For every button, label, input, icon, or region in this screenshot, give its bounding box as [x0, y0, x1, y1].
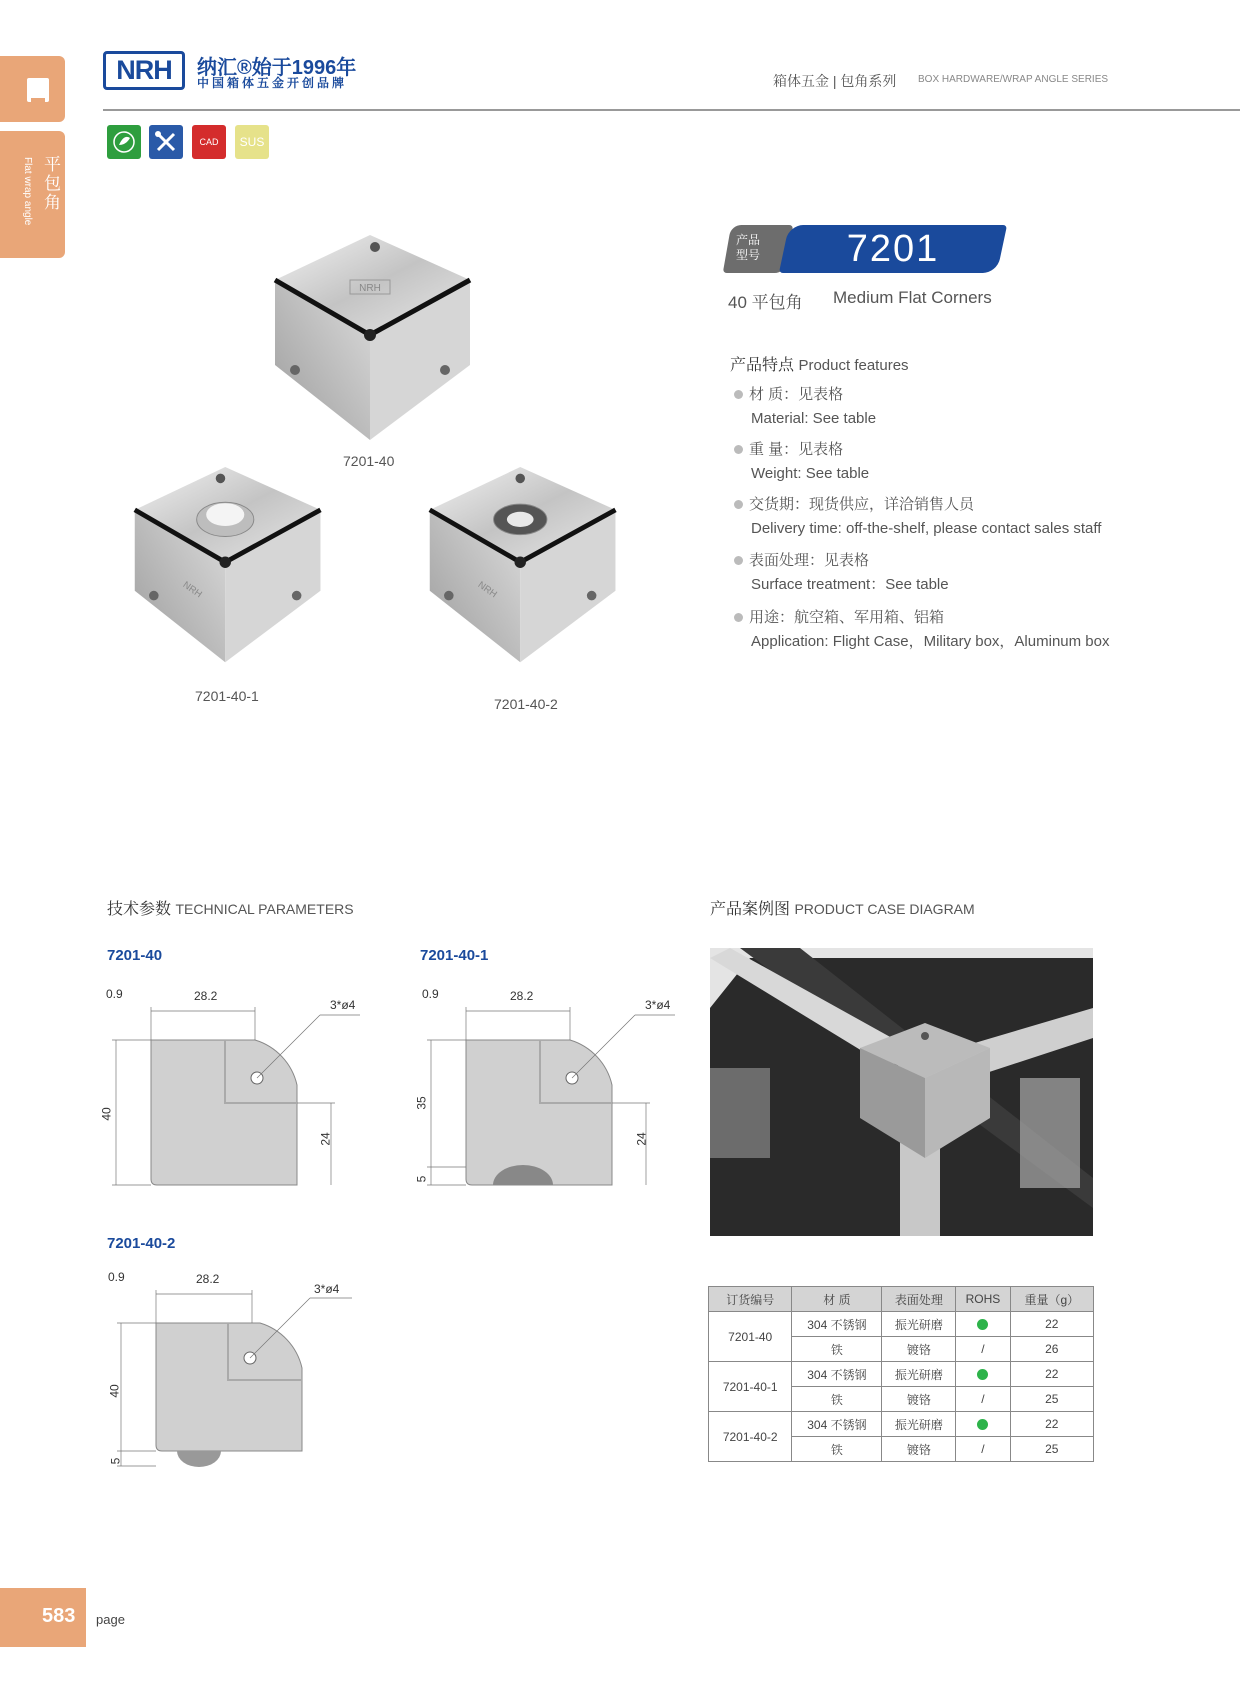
rohs-compliant-icon	[977, 1369, 988, 1380]
feature-item	[734, 493, 1101, 541]
page-number: 583	[42, 1605, 76, 1627]
bullet-icon	[734, 500, 743, 509]
surface: 镀铬	[882, 1337, 956, 1362]
dim-hole: 3*ø4	[314, 1282, 340, 1296]
material: 铁	[792, 1437, 882, 1462]
dim-thickness: 0.9	[108, 1270, 125, 1284]
surface: 振光研磨	[882, 1312, 956, 1337]
weight: 26	[1010, 1337, 1093, 1362]
eco-leaf-icon	[107, 125, 141, 159]
brand-subtitle: 中国箱体五金开创品牌	[197, 76, 348, 90]
table-row	[709, 1312, 1094, 1337]
feature-cn: 交货期：现货供应，详洽销售人员	[749, 496, 975, 513]
brand-slogan: 纳汇®始于1996年	[197, 57, 357, 79]
table-header: 重量（g）	[1010, 1287, 1093, 1312]
side-tab-flat-wrap-angle[interactable]	[0, 131, 65, 258]
bullet-icon	[734, 445, 743, 454]
features-title-en: Product features	[798, 357, 909, 374]
product-label: 7201-40	[343, 453, 395, 469]
bullet-icon	[734, 613, 743, 622]
product-image-7201-40-1	[130, 462, 330, 672]
diagram-title: 7201-40-1	[420, 947, 489, 964]
dim-side: 24	[318, 1132, 333, 1146]
product-label: 7201-40-2	[494, 696, 558, 712]
surface: 振光研磨	[882, 1362, 956, 1387]
weight: 22	[1010, 1412, 1093, 1437]
diagram-7201-40-2	[100, 1268, 370, 1468]
feature-en: Delivery time: off-the-shelf, please contact sales staff	[751, 520, 1102, 537]
dim-base: 5	[108, 1457, 123, 1465]
side-tab-label-cn: 平包角	[41, 155, 60, 212]
table-header: 订货编号	[709, 1287, 792, 1312]
product-image-7201-40	[270, 235, 480, 445]
feature-cn: 表面处理：见表格	[749, 552, 870, 569]
diagram-7201-40-1	[410, 985, 690, 1190]
order-code: 7201-40-1	[709, 1362, 792, 1412]
weight: 25	[1010, 1387, 1093, 1412]
header-category-en: BOX HARDWARE/WRAP ANGLE SERIES	[918, 74, 1109, 85]
case-diagram-title-cn: 产品案例图	[710, 901, 791, 918]
case-photo	[710, 948, 1093, 1236]
tech-params-title-en: TECHNICAL PARAMETERS	[175, 901, 354, 917]
features-title	[730, 352, 909, 375]
rohs-cell	[956, 1312, 1010, 1337]
tech-params-title	[107, 896, 354, 919]
table-header: 表面处理	[882, 1287, 956, 1312]
dim-hole: 3*ø4	[645, 998, 671, 1012]
product-label: 7201-40-1	[195, 688, 259, 704]
dim-width: 28.2	[194, 989, 218, 1003]
document-icon	[27, 78, 49, 102]
table-header: 材 质	[792, 1287, 882, 1312]
dim-height: 40	[99, 1107, 114, 1121]
cad-icon	[192, 125, 226, 159]
product-stamp: NRH	[359, 283, 381, 294]
features-title-cn: 产品特点	[730, 357, 795, 374]
rohs-compliant-icon	[977, 1319, 988, 1330]
weight: 22	[1010, 1312, 1093, 1337]
rohs-cell	[956, 1412, 1010, 1437]
header-category-cn: 箱体五金 | 包角系列	[773, 73, 897, 89]
dim-base: 5	[414, 1175, 429, 1183]
diagram-title: 7201-40-2	[107, 1235, 176, 1252]
bullet-icon	[734, 556, 743, 565]
product-stamp: NRH	[180, 579, 204, 601]
material: 304 不锈钢	[792, 1312, 882, 1337]
feature-cn: 材 质：见表格	[749, 386, 844, 403]
rohs-cell: /	[956, 1437, 1010, 1462]
feature-en: Surface treatment：See table	[751, 576, 949, 593]
model-badge-label: 产品型号	[736, 233, 761, 262]
header-divider	[103, 109, 1240, 111]
material: 304 不锈钢	[792, 1412, 882, 1437]
weight: 22	[1010, 1362, 1093, 1387]
rohs-compliant-icon	[977, 1419, 988, 1430]
product-image-7201-40-2	[425, 462, 625, 672]
rohs-cell	[956, 1362, 1010, 1387]
dim-thickness: 0.9	[106, 987, 123, 1001]
material: 304 不锈钢	[792, 1362, 882, 1387]
product-stamp: NRH	[475, 579, 499, 601]
dim-height: 40	[107, 1384, 122, 1398]
model-name-cn: 40 平包角	[728, 293, 803, 312]
diagram-title: 7201-40	[107, 947, 163, 964]
feature-cn: 用途：航空箱、军用箱、铝箱	[749, 609, 945, 626]
table-header: ROHS	[956, 1287, 1010, 1312]
feature-en: Weight: See table	[751, 465, 870, 482]
case-diagram-title	[710, 896, 975, 919]
dim-thickness: 0.9	[422, 987, 439, 1001]
sus-icon	[235, 125, 269, 159]
diagram-7201-40	[95, 985, 375, 1190]
order-code: 7201-40-2	[709, 1412, 792, 1462]
material: 铁	[792, 1337, 882, 1362]
surface: 振光研磨	[882, 1412, 956, 1437]
cad-label: CAD	[199, 137, 219, 147]
feature-cn: 重 量：见表格	[749, 441, 844, 458]
model-number: 7201	[846, 228, 940, 270]
feature-en: Material: See table	[751, 410, 877, 427]
dim-height: 35	[414, 1096, 429, 1110]
sus-label: SUS	[239, 135, 265, 149]
feature-item	[734, 549, 949, 597]
page-label: page	[96, 1612, 125, 1627]
side-tab-document[interactable]	[0, 56, 65, 122]
dim-width: 28.2	[510, 989, 534, 1003]
surface: 镀铬	[882, 1387, 956, 1412]
side-tab-label-en: Flat wrap angle	[22, 157, 33, 226]
feature-item	[734, 438, 869, 486]
feature-item	[734, 383, 876, 431]
order-code: 7201-40	[709, 1312, 792, 1362]
table-row	[709, 1362, 1094, 1387]
tech-params-title-cn: 技术参数	[107, 901, 172, 918]
spec-table	[708, 1286, 1094, 1462]
surface: 镀铬	[882, 1437, 956, 1462]
model-name-en: Medium Flat Corners	[833, 288, 992, 307]
table-row	[709, 1412, 1094, 1437]
material: 铁	[792, 1387, 882, 1412]
dim-side: 24	[634, 1132, 649, 1146]
feature-item	[734, 606, 1109, 654]
weight: 25	[1010, 1437, 1093, 1462]
dim-hole: 3*ø4	[330, 998, 356, 1012]
dim-width: 28.2	[196, 1272, 220, 1286]
case-diagram-title-en: PRODUCT CASE DIAGRAM	[794, 901, 975, 917]
bullet-icon	[734, 390, 743, 399]
nrh-logo: NRH	[103, 51, 185, 90]
rohs-cell: /	[956, 1337, 1010, 1362]
tools-icon	[149, 125, 183, 159]
rohs-cell: /	[956, 1387, 1010, 1412]
feature-en: Application: Flight Case，Military box，Aluminum box	[751, 633, 1110, 650]
